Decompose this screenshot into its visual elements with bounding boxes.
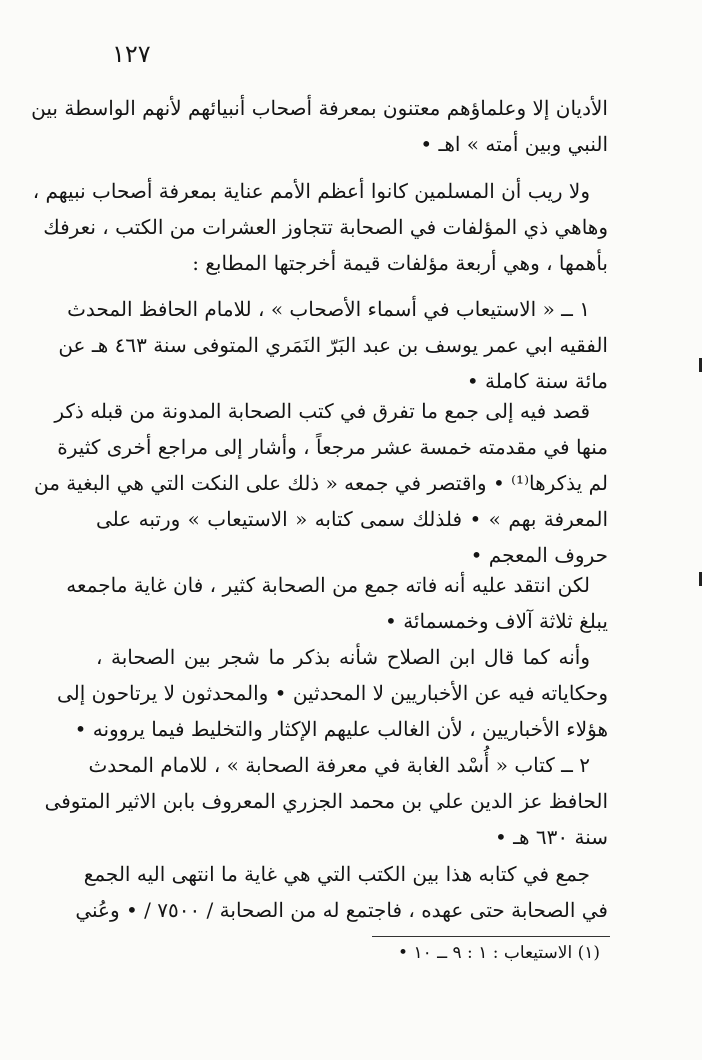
text-line-15: يبلغ ثلاثة آلاف وخمسمائة • [385,609,608,633]
page-number: ١٢٧ [112,40,151,68]
text-line-9: قصد فيه إلى جمع ما تفرق في كتب الصحابة المدونة من قبله ذكر [54,399,590,423]
footnote-divider [372,936,610,937]
text-line-5: بأهمها ، وهي أربعة مؤلفات قيمة أخرجتها المطابع : [192,251,608,275]
text-line-11: لم يذكرها⁽¹⁾ • واقتصر في جمعه « ذلك على النكت التي هي البغية من [34,471,608,495]
text-line-7: الفقيه ابي عمر يوسف بن عبد البَرّ النَمَري المتوفى سنة ٤٦٣ هـ عن [58,333,608,357]
text-line-3: ولا ريب أن المسلمين كانوا أعظم الأمم عناية بمعرفة أصحاب نبيهم ، [32,179,590,203]
text-line-6: ١ ــ « الاستيعاب في أسماء الأصحاب » ، للامام الحافظ المحدث [67,297,590,321]
text-line-23: في الصحابة حتى عهده ، فاجتمع له من الصحابة / ٧٥٠٠ / • وعُني [75,898,608,922]
text-line-8: مائة سنة كاملة • [466,369,608,393]
text-line-14: لكن انتقد عليه أنه فاته جمع من الصحابة كثير ، فان غاية ماجمعه [66,573,590,597]
text-line-22: جمع في كتابه هذا بين الكتب التي هي غاية ما انتهى اليه الجمع [83,862,590,886]
text-line-10: منها في مقدمته خمسة عشر مرجعاً ، وأشار إلى مراجع أخرى كثيرة [57,435,608,459]
text-line-20: الحافظ عز الدين علي بن محمد الجزري المعروف بابن الاثير المتوفى [44,789,608,813]
text-line-13: حروف المعجم • [470,543,608,567]
text-line-2: النبي وبين أمته » اهـ • [420,132,608,156]
text-line-19: ٢ ــ كتاب « أُسْد الغابة في معرفة الصحابة » ، للامام المحدث [88,753,590,777]
text-line-1: الأديان إلا وعلماؤهم معتنون بمعرفة أصحاب أنبيائهم لأنهم الواسطة بين [31,96,608,120]
text-line-4: وهاهي ذي المؤلفات في الصحابة تتجاوز العشرات من الكتب ، نعرفك [43,215,608,239]
text-line-21: سنة ٦٣٠ هـ • [494,825,608,849]
footnote: (١) الاستيعاب : ١ : ٩ ــ ١٠ • [398,943,600,963]
text-line-17: وحكاياته فيه عن الأخباريين لا المحدثين • والمحدثون لا يرتاحون إلى [57,681,608,705]
text-line-12: المعرفة بهم » • فلذلك سمى كتابه « الاستيعاب » ورتبه على [96,507,608,531]
text-line-18: هؤلاء الأخباريين ، لأن الغالب عليهم الإكثار والتخليط فيما يروونه • [74,717,608,741]
text-line-16: وأنه كما قال ابن الصلاح شأنه بذكر ما شجر بين الصحابة ، [96,645,590,669]
